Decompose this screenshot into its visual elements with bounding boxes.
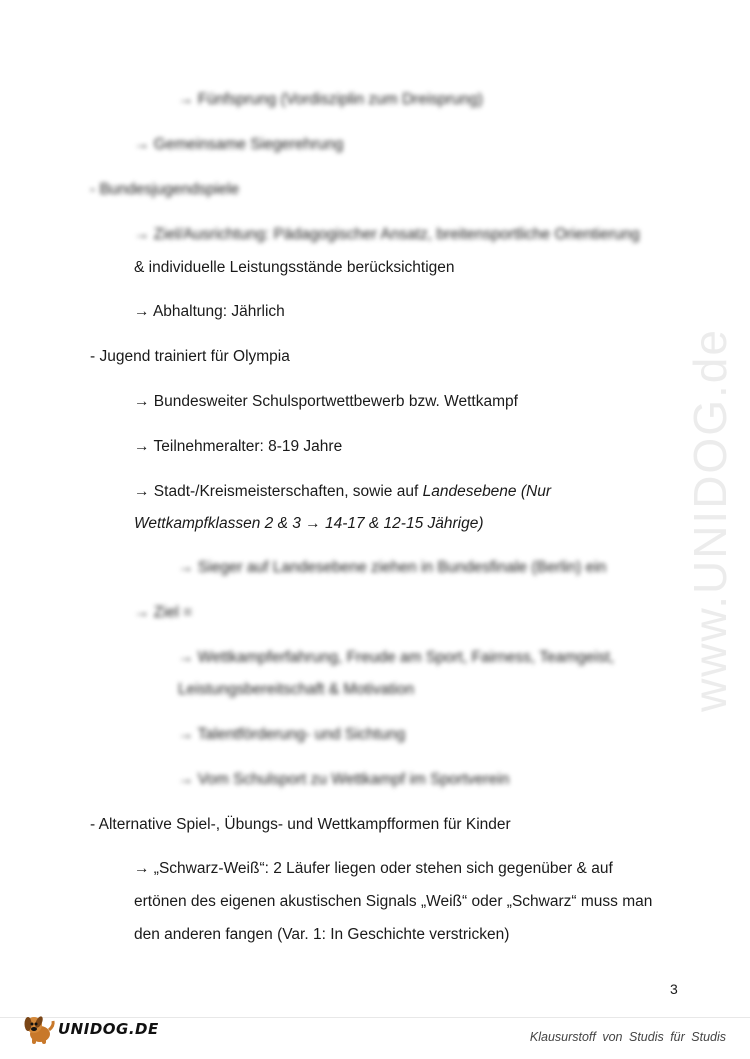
section-heading: - Alternative Spiel-, Übungs- und Wettkampfformen für Kinder bbox=[90, 816, 511, 833]
text-line: → Abhaltung: Jährlich bbox=[134, 303, 285, 320]
dog-icon bbox=[22, 1012, 56, 1046]
text-line: ertönen des eigenen akustischen Signals „Weiß“ oder „Schwarz“ muss man bbox=[134, 893, 653, 910]
text-line: → Ziel = bbox=[134, 604, 193, 621]
text-line: Leistungsbereitschaft & Motivation bbox=[178, 681, 415, 698]
unidog-logo[interactable] bbox=[22, 1012, 159, 1046]
section-heading: - Bundesjugendspiele bbox=[90, 181, 240, 198]
text-line: → Sieger auf Landesebene ziehen in Bundesfinale (Berlin) ein bbox=[178, 559, 607, 576]
text-line: → „Schwarz-Weiß“: 2 Läufer liegen oder stehen sich gegenüber & auf bbox=[134, 860, 613, 877]
section-heading: - Jugend trainiert für Olympia bbox=[90, 348, 290, 365]
text-line: → Fünfsprung (Vordisziplin zum Dreisprung) bbox=[178, 91, 483, 108]
text-line: → Gemeinsame Siegerehrung bbox=[134, 136, 344, 153]
italic-text-span: Landesebene (Nur bbox=[422, 483, 551, 500]
text-line: → Wettkampferfahrung, Freude am Sport, Fairness, Teamgeist, bbox=[178, 649, 615, 666]
text-line: → Ziel/Ausrichtung: Pädagogischer Ansatz, breitensportliche Orientierung bbox=[134, 226, 640, 243]
watermark-text: www.UNIDOG.de bbox=[684, 328, 737, 712]
text-line: → Teilnehmeralter: 8-19 Jahre bbox=[134, 438, 343, 455]
text-line: → Talentförderung- und Sichtung bbox=[178, 726, 406, 743]
text-line: & individuelle Leistungsstände berücksichtigen bbox=[134, 259, 455, 276]
text-line bbox=[134, 482, 551, 502]
watermark bbox=[645, 280, 750, 760]
text-line: → Bundesweiter Schulsportwettbewerb bzw. Wettkampf bbox=[134, 393, 518, 410]
text-line: den anderen fangen (Var. 1: In Geschichte verstricken) bbox=[134, 926, 510, 943]
page-number: 3 bbox=[670, 981, 678, 997]
footer-slogan: Klausurstoff von Studis für Studis bbox=[529, 1030, 726, 1044]
logo-text: UNIDOG.DE bbox=[58, 1020, 159, 1038]
text-line: → Vom Schulsport zu Wettkampf im Sportverein bbox=[178, 771, 510, 788]
text-line: Wettkampfklassen 2 & 3 → 14-17 & 12-15 Jährige) bbox=[134, 515, 484, 532]
text-span: → Stadt-/Kreismeisterschaften, sowie auf bbox=[134, 483, 423, 500]
